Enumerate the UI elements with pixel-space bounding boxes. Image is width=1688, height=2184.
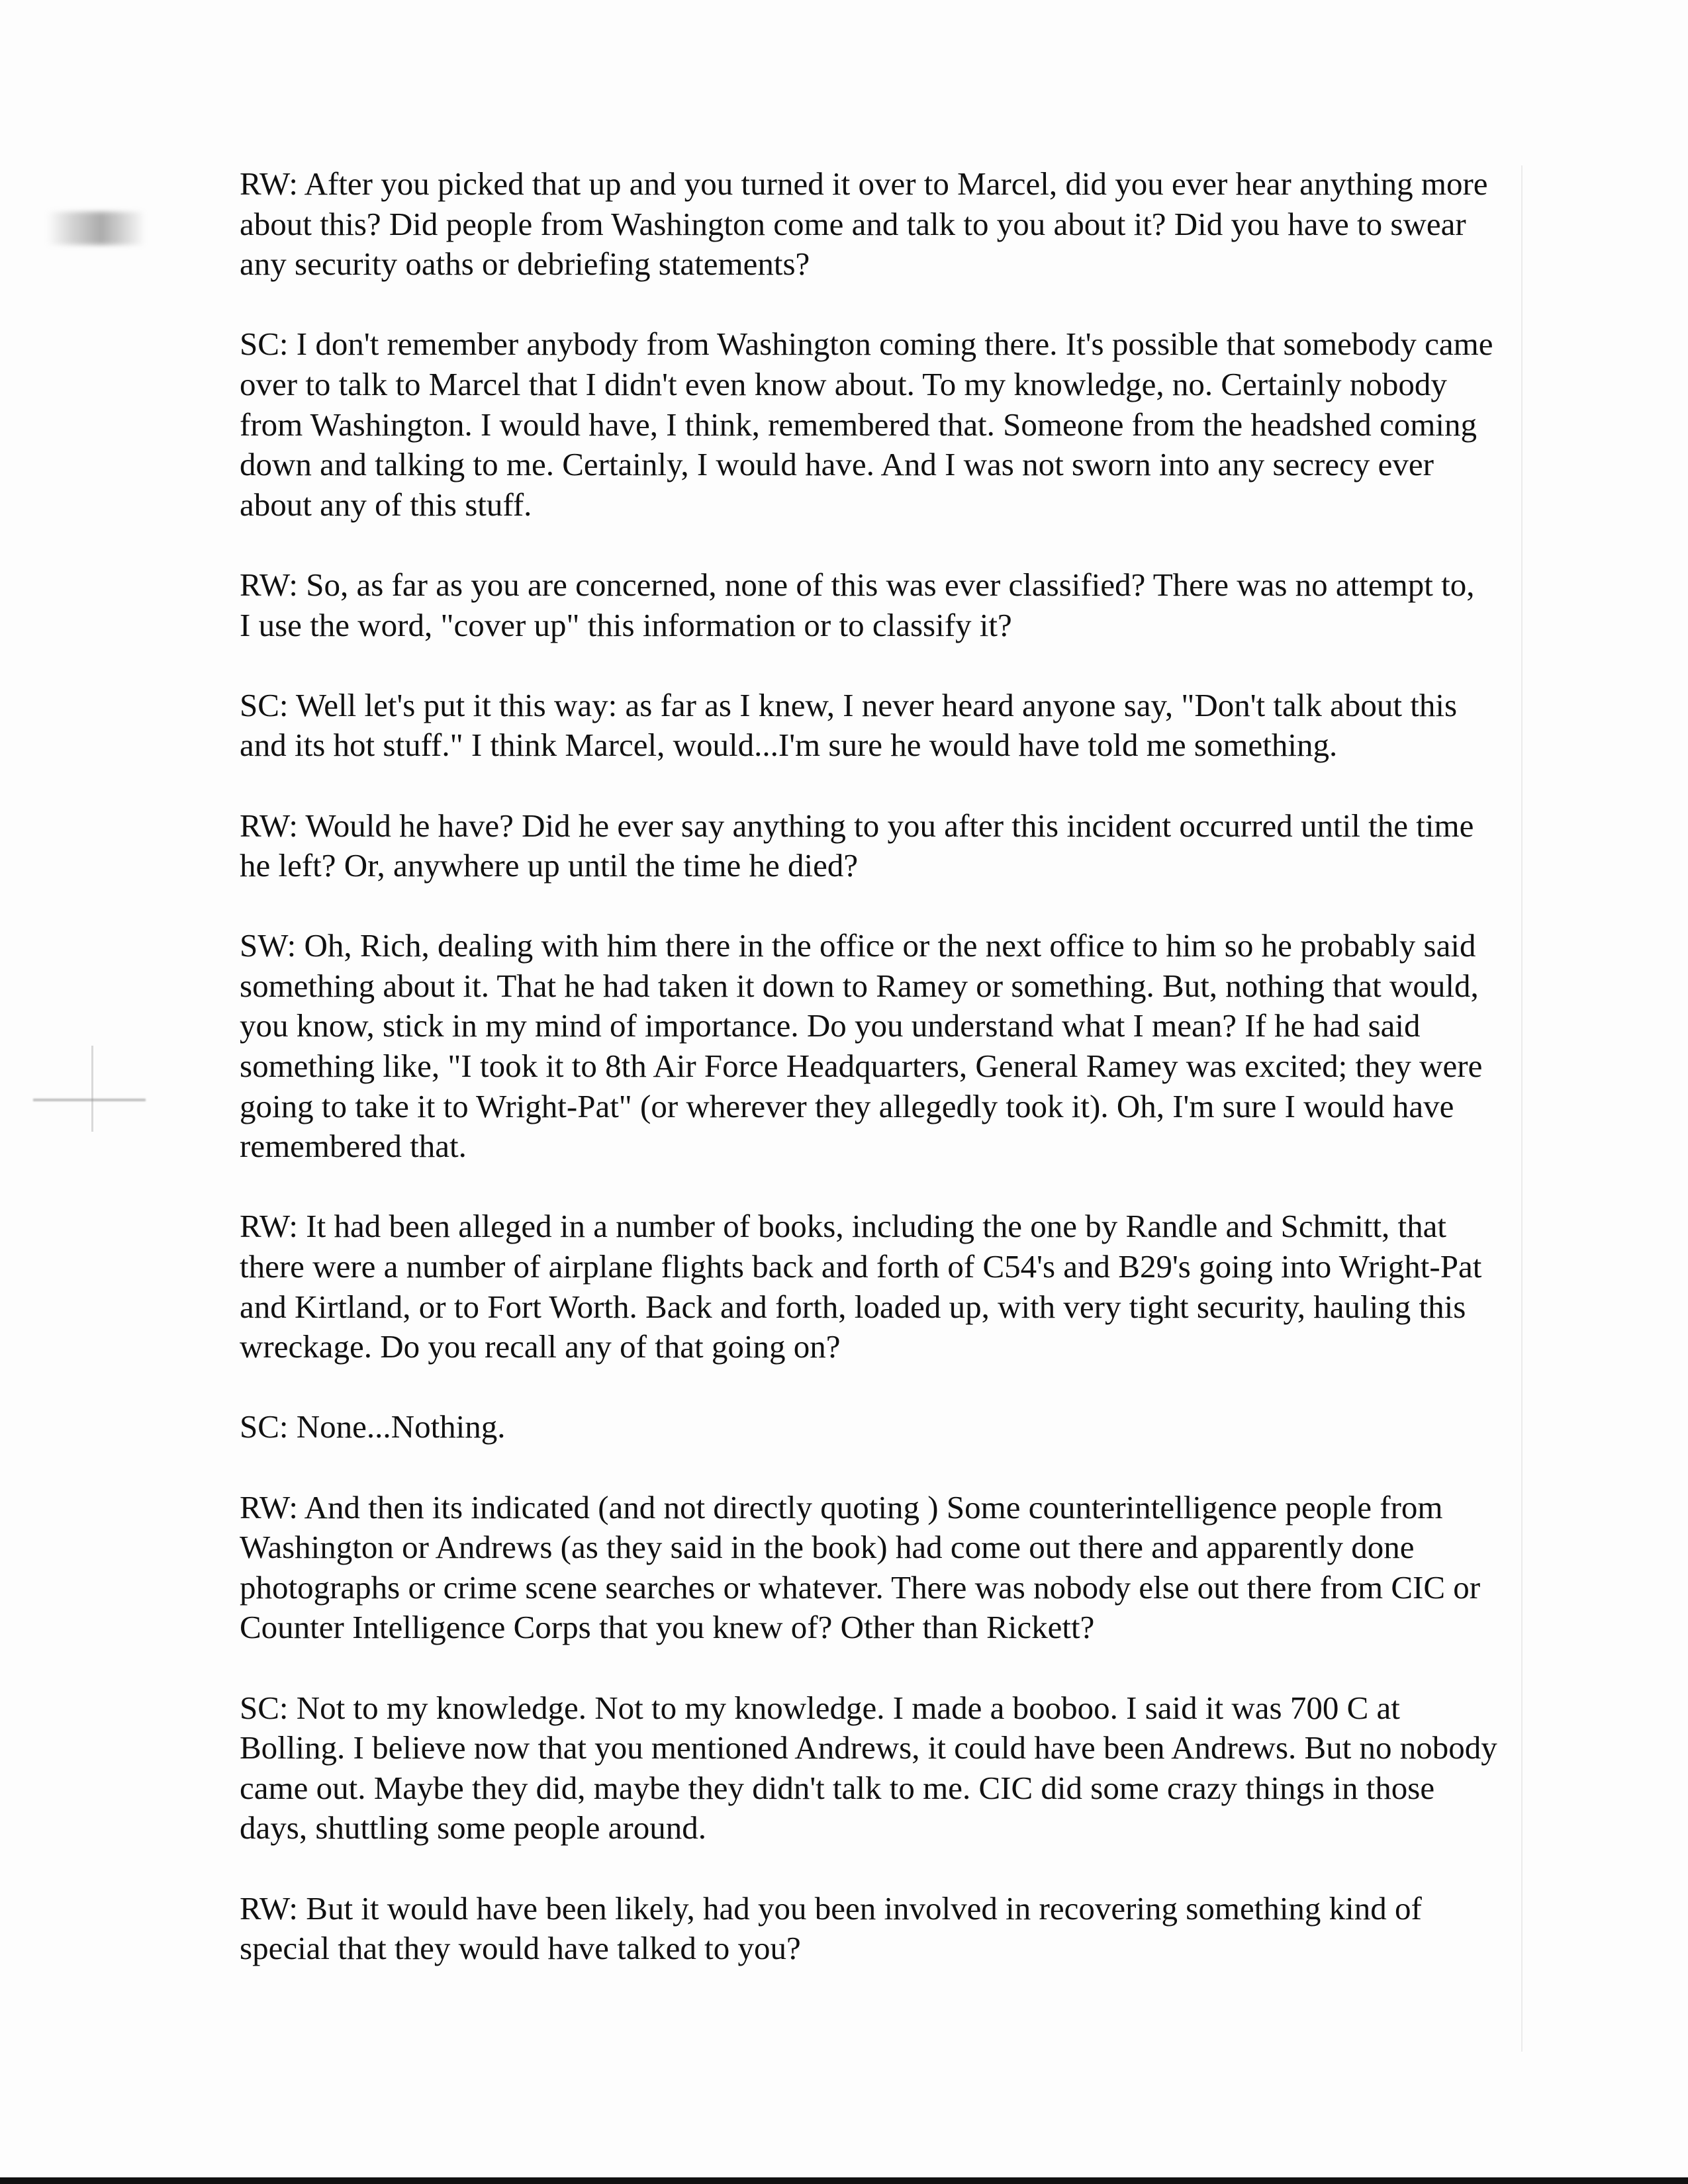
text-line: Bolling. I believe now that you mentioned Andrews, it could have been Andrews. But no nobody — [240, 1729, 1497, 1766]
text-line: Washington or Andrews (as they said in the book) had come out there and apparently done — [240, 1529, 1415, 1566]
text-line: you know, stick in my mind of importance. Do you understand what I mean? If he had said — [240, 1007, 1421, 1044]
text-line: came out. Maybe they did, maybe they didn't talk to me. CIC did some crazy things in those — [240, 1769, 1435, 1806]
text-line: SW: Oh, Rich, dealing with him there in the office or the next office to him so he probably said — [240, 927, 1476, 964]
text-line: RW: So, as far as you are concerned, none of this was ever classified? There was no attempt to, — [240, 566, 1475, 603]
text-line: something about it. That he had taken it down to Ramey or something. But, nothing that would, — [240, 967, 1479, 1004]
transcript-paragraph-rw — [240, 565, 1583, 645]
transcript-paragraph-rw — [240, 806, 1583, 886]
transcript-paragraph-sc — [240, 686, 1583, 766]
text-line: from Washington. I would have, I think, remembered that. Someone from the headshed coming — [240, 406, 1477, 443]
scan-artifact — [91, 1046, 93, 1132]
transcript-paragraph-sw — [240, 926, 1583, 1167]
text-line: and its hot stuff." I think Marcel, would...I'm sure he would have told me something. — [240, 727, 1338, 764]
text-line: RW: It had been alleged in a number of books, including the one by Randle and Schmitt, that — [240, 1208, 1447, 1245]
scan-artifact — [33, 1099, 146, 1101]
scan-bottom-border — [0, 2177, 1688, 2184]
text-line: SC: Not to my knowledge. Not to my knowledge. I made a booboo. I said it was 700 C at — [240, 1689, 1400, 1726]
text-line: something like, "I took it to 8th Air Force Headquarters, General Ramey was excited; they were — [240, 1048, 1483, 1085]
transcript-paragraph-sc — [240, 1688, 1583, 1848]
text-line: there were a number of airplane flights back and forth of C54's and B29's going into Wright-Pat — [240, 1248, 1482, 1285]
text-line: RW: But it would have been likely, had you been involved in recovering something kind of — [240, 1889, 1422, 1927]
text-line: down and talking to me. Certainly, I would have. And I was not sworn into any secrecy ever — [240, 446, 1434, 483]
transcript-paragraph-sc — [240, 324, 1583, 525]
text-line: photographs or crime scene searches or whatever. There was nobody else out there from CIC or — [240, 1569, 1481, 1606]
text-line: going to take it to Wright-Pat" (or wherever they allegedly took it). Oh, I'm sure I would have — [240, 1087, 1454, 1124]
text-line: special that they would have talked to you? — [240, 1930, 801, 1967]
text-line: remembered that. — [240, 1128, 467, 1165]
text-line: about this? Did people from Washington come and talk to you about it? Did you have to swear — [240, 205, 1466, 242]
scan-artifact — [46, 212, 146, 245]
text-line: RW: And then its indicated (and not directly quoting ) Some counterintelligence people from — [240, 1488, 1443, 1525]
text-line: he left? Or, anywhere up until the time he died? — [240, 847, 859, 884]
text-line: over to talk to Marcel that I didn't even know about. To my knowledge, no. Certainly nobody — [240, 365, 1447, 402]
text-line: SC: I don't remember anybody from Washington coming there. It's possible that somebody came — [240, 326, 1493, 363]
text-line: days, shuttling some people around. — [240, 1809, 706, 1846]
text-line: RW: Would he have? Did he ever say anything to you after this incident occurred until the time — [240, 807, 1474, 844]
transcript-paragraph-rw — [240, 1488, 1583, 1648]
text-line: any security oaths or debriefing statements? — [240, 246, 810, 283]
text-line: and Kirtland, or to Fort Worth. Back and forth, loaded up, with very tight security, hauling this — [240, 1288, 1466, 1325]
transcript-paragraph-rw — [240, 1889, 1583, 1969]
transcript-paragraph-sc — [240, 1407, 1583, 1447]
text-line: Counter Intelligence Corps that you knew of? Other than Rickett? — [240, 1609, 1095, 1646]
text-line: SC: Well let's put it this way: as far as I knew, I never heard anyone say, "Don't talk about this — [240, 686, 1458, 723]
text-line: I use the word, "cover up" this information or to classify it? — [240, 606, 1012, 643]
transcript-paragraph-rw — [240, 1206, 1583, 1367]
transcript-paragraph-rw — [240, 164, 1583, 285]
transcript-page — [240, 164, 1583, 2009]
text-line: about any of this stuff. — [240, 486, 532, 523]
text-line: wreckage. Do you recall any of that going on? — [240, 1328, 841, 1365]
text-line: SC: None...Nothing. — [240, 1408, 506, 1445]
text-line: RW: After you picked that up and you turned it over to Marcel, did you ever hear anything more — [240, 165, 1488, 202]
